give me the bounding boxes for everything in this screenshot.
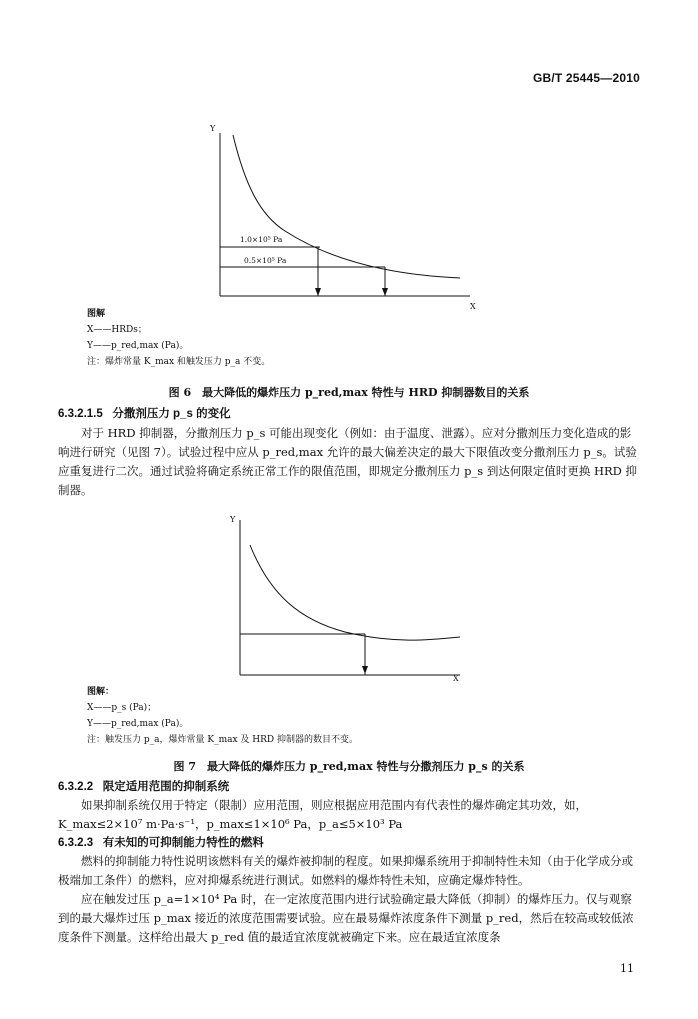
section-title: 有未知的可抑制能力特性的燃料	[102, 837, 264, 849]
fig7-y-label: Y	[230, 515, 236, 524]
fig6-legend-x: X——HRDs；	[87, 325, 147, 335]
section-6-3-2-3-heading	[58, 834, 264, 850]
fig6-legend-title: 图解	[87, 309, 106, 319]
fig7-legend-title: 图解：	[87, 687, 115, 697]
standard-code-header: GB/T 25445—2010	[532, 71, 640, 85]
section-6-3-2-3-body	[58, 852, 641, 947]
fig7-legend	[87, 686, 358, 746]
fig6-x-label: X	[470, 302, 476, 311]
fig6-y-label: Y	[210, 124, 216, 133]
fig7-legend-y: Y——p_red,max (Pa)。	[87, 719, 189, 729]
section-number: 6.3.2.2	[58, 781, 94, 793]
fig7-x-label: X	[453, 674, 459, 683]
fig6-high-arrow	[315, 288, 321, 296]
fig6-legend-y: Y——p_red,max (Pa)。	[87, 341, 189, 351]
fig6-legend	[87, 308, 270, 368]
section-title: 限定适用范围的抑制系统	[102, 781, 230, 793]
figure-6-chart	[190, 115, 490, 315]
paragraph: 应在触发过压 p_a=1×10⁴ Pa 时，在一定浓度范围内进行试验确定最大降低（抑制）的爆炸压力。仅与观察到的最大爆炸过压 p_max 接近的浓度范围需要试验。应在最易爆炸浓度条件下测量 p_red，然后在较高或较低浓度条件下测量。这样给出最大 p_red 值的最适宜浓度就被确定下来。应在最适宜浓度条	[58, 892, 634, 944]
fig7-legend-note: 注：触发压力 p_a，爆炸常量 K_max 及 HRD 抑制器的数目不变。	[87, 735, 358, 745]
section-number: 6.3.2.3	[58, 837, 94, 849]
paragraph: 对于 HRD 抑制器，分撒剂压力 p_s 可能出现变化（例如：由于温度、泄露）。应对分撒剂压力变化造成的影响进行研究（见图 7）。试验过程中应从 p_red,max 允许的最大偏差决定的最大下限值改变分撒剂压力 p_s。试验应重复进行二次。通过试验将确定系统正常工作的限值范围，即规定分撒剂压力 p_s 到达何限定值时更换 HRD 抑制器。	[58, 426, 638, 497]
figure-7-chart	[225, 510, 485, 685]
figure-6-caption: 图 6 最大降低的爆炸压力 p_red,max 特性与 HRD 抑制器数目的关系	[168, 386, 530, 399]
fig6-low-arrow	[382, 288, 388, 296]
paragraph: 燃料的抑制能力特性说明该燃料有关的爆炸被抑制的程度。如果抑爆系统用于抑制特性未知（由于化学成分或极端加工条件）的燃料，应对抑爆系统进行测试。如燃料的爆炸特性未知，应确定爆炸特性。	[58, 854, 633, 887]
page-number: 11	[620, 962, 634, 975]
figure-7-caption: 图 7 最大降低的爆炸压力 p_red,max 特性与分撒剂压力 p_s 的关系	[173, 760, 525, 773]
fig7-arrow	[362, 666, 368, 674]
parameter-limits: K_max≤2×10⁷ m·Pa·s⁻¹，p_max≤1×10⁶ Pa，p_a≤5×10³ Pa	[58, 817, 403, 831]
section-6-3-2-1-5-heading	[58, 405, 231, 421]
section-number: 6.3.2.1.5	[58, 408, 103, 420]
section-6-3-2-1-5-body	[58, 424, 641, 500]
fig6-low-label: 0.5×10⁵ Pa	[244, 256, 287, 265]
section-title: 分撒剂压力 p_s 的变化	[112, 408, 231, 420]
paragraph: 如果抑制系统仅用于特定（限制）应用范围，则应根据应用范围内有代表性的爆炸确定其功效，如，	[81, 798, 587, 812]
section-6-3-2-2-heading	[58, 778, 229, 794]
section-6-3-2-2-body	[58, 796, 641, 834]
fig7-legend-x: X——p_s (Pa)；	[87, 703, 157, 713]
fig6-high-label: 1.0×10⁵ Pa	[240, 235, 283, 244]
fig6-legend-note: 注：爆炸常量 K_max 和触发压力 p_a 不变。	[87, 357, 271, 367]
fig7-curve	[250, 545, 460, 640]
